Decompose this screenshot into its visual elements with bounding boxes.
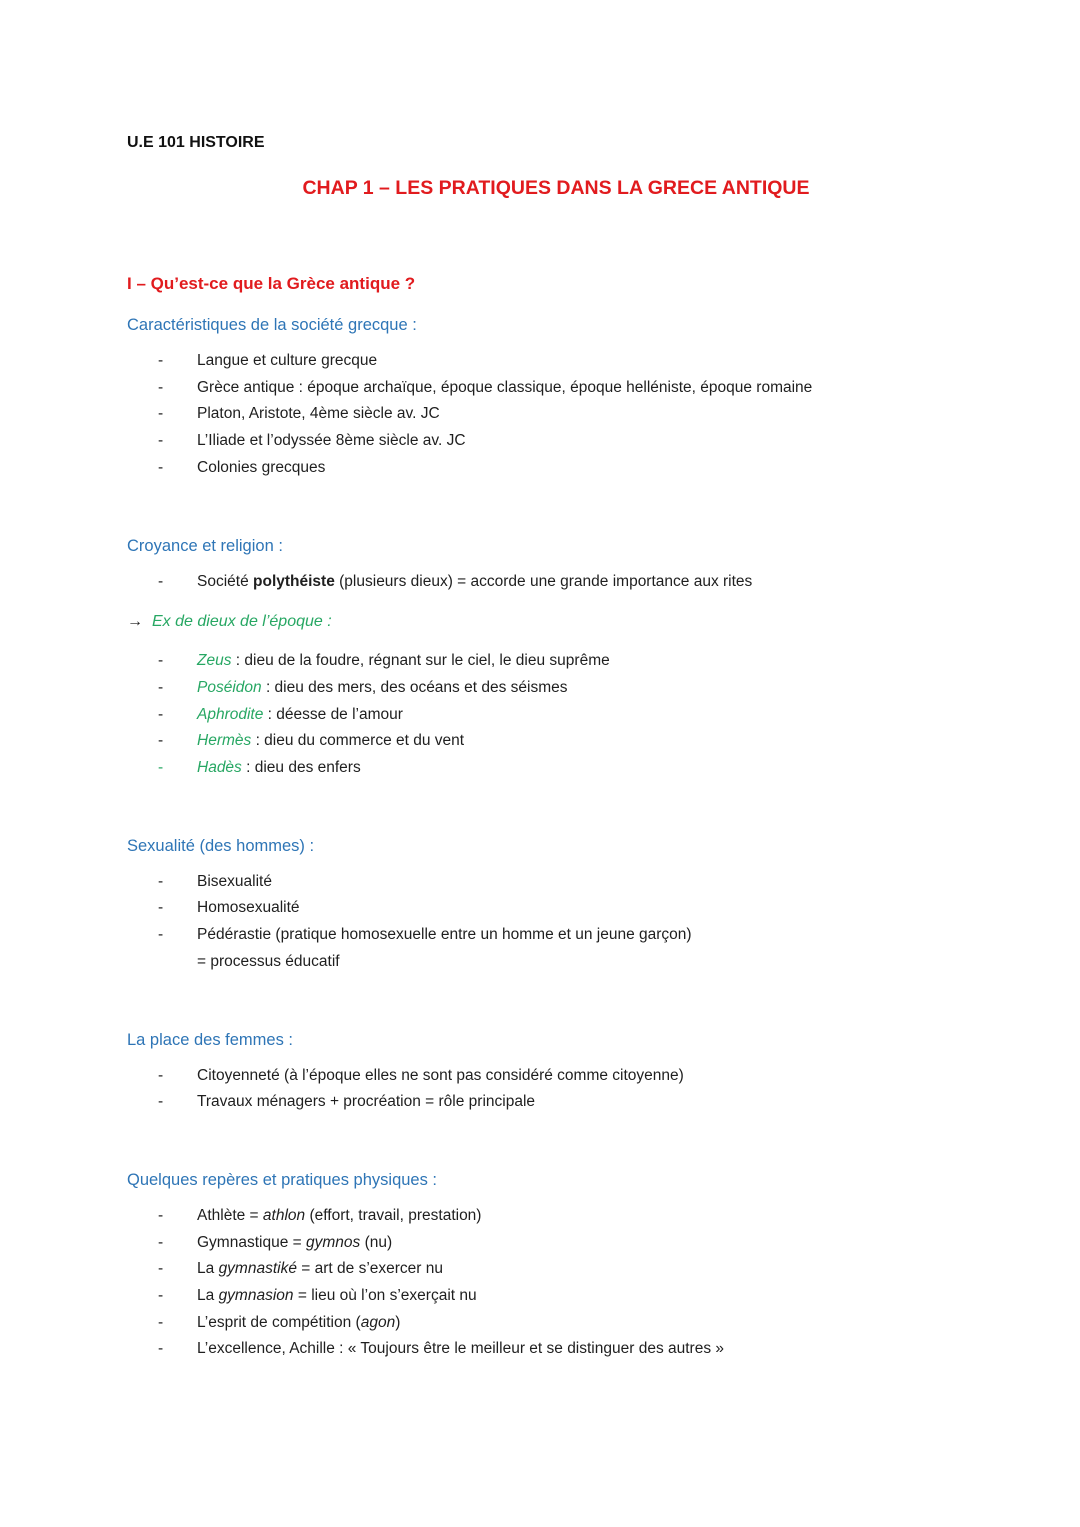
list-dash: - xyxy=(158,872,164,890)
list-dash: - xyxy=(158,1066,164,1084)
text-segment: Langue et culture grecque xyxy=(197,352,378,369)
list-dash: - xyxy=(158,405,164,423)
bullet-list xyxy=(127,569,985,596)
text-segment: Poséidon xyxy=(197,678,262,696)
list-item xyxy=(127,895,985,922)
sections-container xyxy=(127,314,985,1363)
text-segment: gymnasion xyxy=(218,1287,294,1305)
text-segment: = art de s’exercer nu xyxy=(296,1260,444,1278)
subsection-heading: Quelques repères et pratiques physiques : xyxy=(127,1170,438,1189)
list-item-text xyxy=(197,675,985,702)
list-item-text xyxy=(197,728,985,755)
list-item-text xyxy=(197,1283,985,1310)
list-dash: - xyxy=(158,926,164,944)
text-segment: (effort, travail, prestation) xyxy=(305,1206,482,1224)
list-item xyxy=(127,1283,985,1310)
text-segment: : dieu des enfers xyxy=(241,759,361,777)
list-item-text xyxy=(197,1336,985,1363)
arrow-note xyxy=(127,608,985,635)
subsection-heading: Croyance et religion : xyxy=(127,536,283,555)
list-item xyxy=(127,1336,985,1363)
bullet-list xyxy=(127,648,985,782)
text-segment: Aphrodite xyxy=(197,705,264,723)
list-item xyxy=(127,1256,985,1283)
text-segment: Grèce antique : époque archaïque, époque classique, époque helléniste, époque romaine xyxy=(197,378,813,396)
list-item-text xyxy=(197,869,985,896)
list-item xyxy=(127,1230,985,1257)
list-item-text xyxy=(197,949,985,976)
text-segment: Bisexualité xyxy=(197,872,272,890)
text-segment: Athlète = xyxy=(197,1206,263,1224)
list-dash: - xyxy=(158,572,164,590)
bullet-list xyxy=(127,1203,985,1363)
text-segment: athlon xyxy=(262,1206,306,1224)
subsection-heading: La place des femmes : xyxy=(127,1030,293,1049)
list-dash: - xyxy=(158,1287,164,1305)
list-item-text xyxy=(197,1203,985,1230)
subsection xyxy=(127,535,985,782)
list-item-text xyxy=(197,648,985,675)
list-item-text xyxy=(197,428,985,455)
list-dash: - xyxy=(158,1093,164,1111)
text-segment: gymnastiké xyxy=(218,1260,297,1278)
text-segment: (plusieurs dieux) = accorde une grande importance aux rites xyxy=(334,572,753,590)
chapter-title: CHAP 1 – LES PRATIQUES DANS LA GRECE ANTIQUE xyxy=(302,177,810,199)
text-segment: gymnos xyxy=(305,1233,361,1251)
list-item xyxy=(127,648,985,675)
list-item-text xyxy=(197,895,985,922)
subsection-heading: Sexualité (des hommes) : xyxy=(127,836,315,855)
subsection xyxy=(127,1169,985,1363)
list-item xyxy=(127,1063,985,1090)
text-segment: Gymnastique = xyxy=(197,1233,306,1251)
list-item xyxy=(127,922,985,949)
list-dash: - xyxy=(158,1260,164,1278)
text-segment: ) xyxy=(395,1313,401,1331)
text-segment: = processus éducatif xyxy=(197,952,340,970)
bullet-list xyxy=(127,1063,985,1116)
list-item xyxy=(127,348,985,375)
list-item-text xyxy=(197,401,985,428)
list-dash: - xyxy=(158,352,164,369)
list-item-text xyxy=(197,755,985,782)
list-item-text xyxy=(197,348,985,375)
list-dash: - xyxy=(158,732,164,750)
text-segment: Société xyxy=(197,572,254,590)
list-item xyxy=(127,401,985,428)
text-segment: L’Iliade et l’odyssée 8ème siècle av. JC xyxy=(197,432,466,450)
list-item xyxy=(127,755,985,782)
list-item-text xyxy=(197,455,985,482)
list-dash: - xyxy=(158,705,164,723)
text-segment: : dieu des mers, des océans et des séismes xyxy=(261,678,568,696)
list-item xyxy=(127,728,985,755)
text-segment: (nu) xyxy=(360,1233,393,1251)
list-dash: - xyxy=(158,458,164,476)
text-segment: : déesse de l’amour xyxy=(263,705,403,723)
bullet-list xyxy=(127,348,985,482)
text-segment: agon xyxy=(360,1313,396,1331)
arrow-icon: → xyxy=(127,613,143,631)
list-dash: - xyxy=(158,759,164,777)
list-dash: - xyxy=(158,652,164,670)
text-segment: Travaux ménagers + procréation = rôle principale xyxy=(197,1093,536,1111)
text-segment: Zeus xyxy=(197,652,232,670)
list-item xyxy=(127,949,985,976)
subsection xyxy=(127,314,985,482)
list-dash: - xyxy=(158,1233,164,1251)
list-item xyxy=(127,869,985,896)
list-dash: - xyxy=(158,1340,164,1358)
arrow-note-text: Ex de dieux de l’époque : xyxy=(152,613,332,631)
text-segment: Hermès xyxy=(197,732,252,750)
list-dash: - xyxy=(158,678,164,696)
list-item-text xyxy=(197,1230,985,1257)
list-dash: - xyxy=(158,378,164,396)
text-segment: polythéiste xyxy=(253,572,335,590)
list-dash: - xyxy=(158,432,164,450)
list-item-text xyxy=(197,1310,985,1337)
text-segment: L’excellence, Achille : « Toujours être le meilleur et se distinguer des autres » xyxy=(197,1340,725,1358)
course-code: U.E 101 HISTOIRE xyxy=(127,134,265,151)
list-item xyxy=(127,455,985,482)
text-segment: La xyxy=(197,1260,219,1278)
list-dash: - xyxy=(158,1206,164,1224)
list-item-text xyxy=(197,1089,985,1116)
list-item-text xyxy=(197,1063,985,1090)
list-dash: - xyxy=(158,899,164,917)
subsection xyxy=(127,1029,985,1116)
text-segment: Pédérastie (pratique homosexuelle entre un homme et un jeune garçon) xyxy=(197,926,692,944)
list-item-text xyxy=(197,375,985,402)
list-item-text xyxy=(197,1256,985,1283)
text-segment: = lieu où l’on s’exerçait nu xyxy=(293,1287,477,1305)
text-segment: L’esprit de compétition ( xyxy=(197,1313,361,1331)
subsection xyxy=(127,835,985,976)
subsection-heading: Caractéristiques de la société grecque : xyxy=(127,316,417,334)
section-heading: I – Qu’est-ce que la Grèce antique ? xyxy=(127,274,416,293)
text-segment: Platon, Aristote, 4ème siècle av. JC xyxy=(197,405,440,423)
text-segment: Citoyenneté (à l’époque elles ne sont pas considéré comme citoyenne) xyxy=(197,1066,684,1084)
list-item xyxy=(127,702,985,729)
text-segment: Hadès xyxy=(197,759,242,777)
text-segment: : dieu du commerce et du vent xyxy=(251,732,465,750)
text-segment: : dieu de la foudre, régnant sur le ciel, le dieu suprême xyxy=(231,652,610,670)
list-item xyxy=(127,1089,985,1116)
list-item-text xyxy=(197,702,985,729)
bullet-list xyxy=(127,869,985,976)
list-item xyxy=(127,675,985,702)
text-segment: La xyxy=(197,1287,219,1305)
list-item xyxy=(127,1310,985,1337)
list-dash: - xyxy=(158,1313,164,1331)
list-item xyxy=(127,428,985,455)
text-segment: Colonies grecques xyxy=(197,458,326,476)
list-item xyxy=(127,375,985,402)
text-segment: Homosexualité xyxy=(197,899,300,917)
list-item xyxy=(127,1203,985,1230)
list-item-text xyxy=(197,922,985,949)
list-item-text xyxy=(197,569,985,596)
list-item xyxy=(127,569,985,596)
